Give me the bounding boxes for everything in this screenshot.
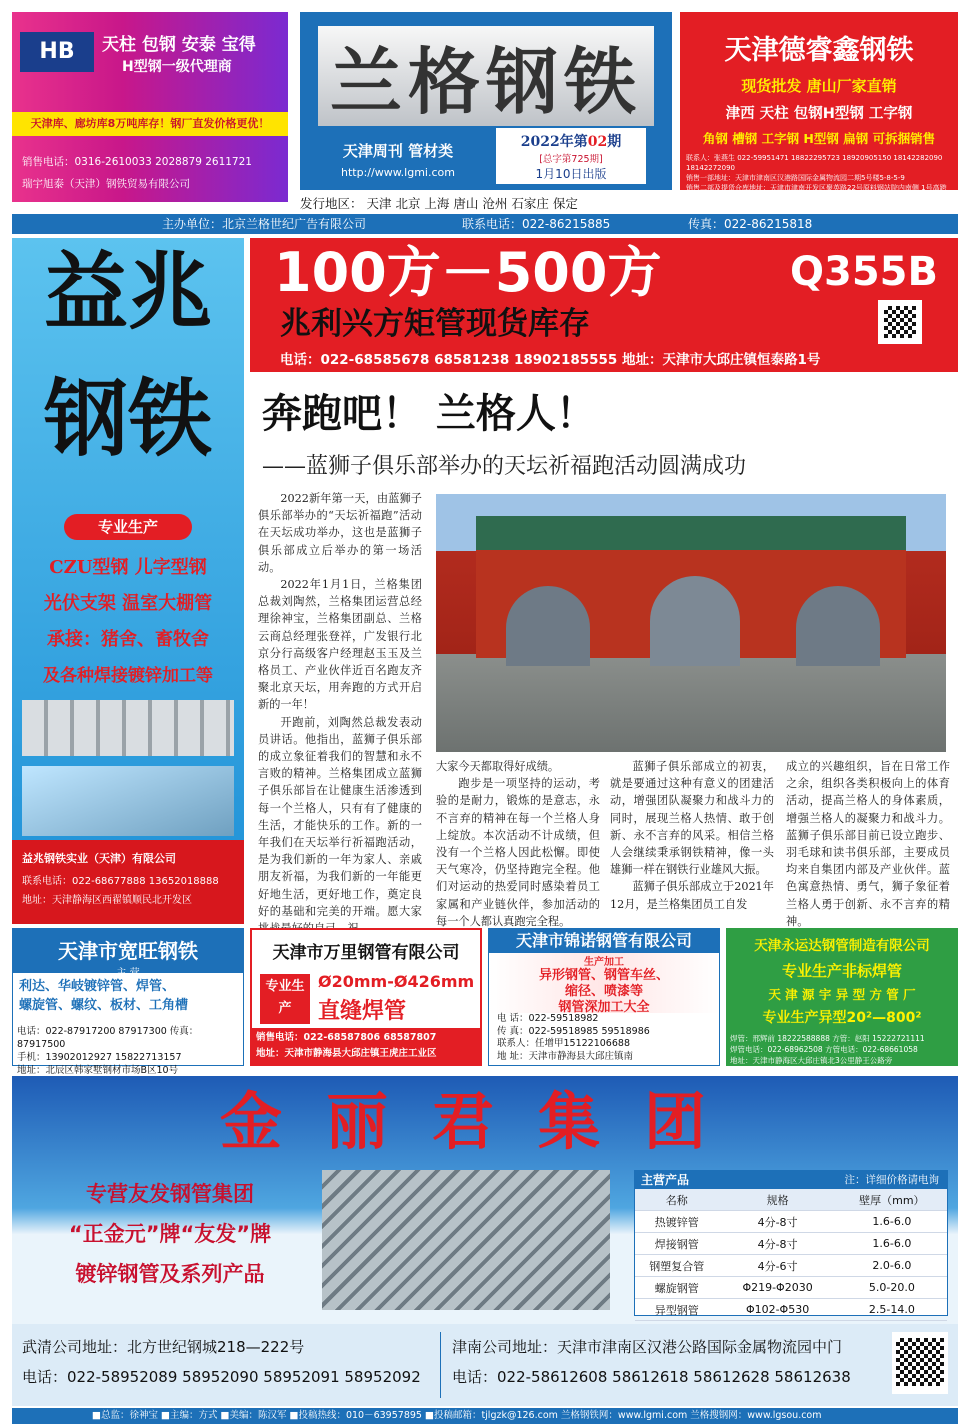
th-spec: 规格 [718, 1189, 836, 1211]
yizhao-addr: 地址：天津静海区西翟镇顺民北开发区 [22, 895, 192, 906]
jlj-addresses [12, 1324, 958, 1406]
yyd-name: 天津永运达钢管制造有限公司 [754, 938, 930, 954]
masthead-sub: 天津周刊 管材类 [342, 142, 454, 160]
col2-p1: 大家今天都取得好成绩。 [436, 760, 560, 773]
steel-pipes-photo [322, 1170, 610, 1310]
ruiyu-company: 瑞宇旭泰（天津）钢铁贸易有限公司 [22, 178, 190, 190]
col1-p3: 开跑前，刘陶然总裁发表动员讲话。他指出，蓝狮子俱乐部的成立象征着我们的智慧和永不言败的精神。兰格集团成立蓝狮子俱乐部旨在让健康生活渗透到每一个兰格人，只有有了健康的生活，才能快乐的工作。新的一年我们在天坛举行祈福跑活动，是为我们新的一年为家人、亲戚朋友祈福，为我们新的一年能更好地生活，更好地工作，奠定良好的基础和完美的开端。愿大家 [258, 715, 422, 918]
zhaolixing-contact: 电话：022-68585678 68581238 18902185555 地址：天津市大邱庄镇恒泰路1号 [280, 352, 821, 368]
masthead [300, 12, 672, 190]
cell: 4分-8寸 [718, 1233, 836, 1255]
ruiyu-notice: 天津库、廊坊库8万吨库存！钢厂直发价格更优！ [12, 112, 288, 136]
col1-p1: 2022新年第一天，由蓝狮子俱乐部举办的“天坛祈福跑”活动在天坛成功举办，这也是蓝狮子俱乐部成立后举办的第一场活动。 [258, 492, 422, 574]
jn-l1: 异形钢管、钢管车丝、 [538, 968, 669, 983]
article-subtitle: ——蓝狮子俱乐部举办的天坛祈福跑活动圆满成功 [262, 454, 747, 479]
jlj-l3: 镀锌钢管及系列产品 [75, 1262, 265, 1286]
zhaolixing-size: 100方－500方 [274, 241, 662, 304]
table-row [635, 1255, 947, 1277]
wl-product: 直缝焊管 [318, 999, 407, 1024]
yizhao-line1: CZU型钢 儿字型钢 [49, 557, 207, 578]
jlj-qr-code-icon [892, 1332, 948, 1394]
wl-badge: 专业生产 [260, 974, 310, 1024]
ad-jinnuo [488, 928, 720, 1066]
ruiyu-phone: 销售电话：0316-2610033 2028879 2611721 [22, 156, 252, 168]
article-col4 [786, 758, 950, 928]
kw-line1: 利达、华岐镀锌管、焊管、 [19, 979, 176, 994]
issue-prefix: 2022年第 [520, 134, 588, 150]
issue-suffix: 期 [607, 134, 622, 150]
masthead-url: http://www.lgmi.com [341, 166, 455, 179]
article-col2 [436, 758, 600, 928]
jlj-jn-tel: 电话：022-58612608 58612618 58612628 58612638 [452, 1368, 851, 1386]
derui-addr2: 销售二部及提货仓库地址：天津市津南开发区聚英路22号原料钢站院内南侧 1号高跨大棚室内库 [686, 184, 947, 202]
ad-wanli [250, 928, 482, 1066]
jn-tel: 电 话：022-59518982 [497, 1013, 599, 1024]
yyd-l2: 天 津 源 宇 异 型 方 管 厂 [768, 987, 916, 1002]
article-title: 奔跑吧！ 兰格人！ [262, 390, 596, 437]
jlj-jn-addr: 津南公司地址：天津市津南区汉港公路国际金属物流园中门 [452, 1338, 843, 1356]
kw-addr: 地址：北辰区韩家墅钢材市场B区10号 [17, 1065, 179, 1076]
yizhao-products [12, 550, 244, 694]
jlj-name: 金丽君集团 [219, 1085, 750, 1158]
jlj-product-table [634, 1170, 948, 1316]
jn-name: 天津市锦诺钢管有限公司 [489, 929, 719, 953]
issue-number: 02 [587, 134, 608, 150]
jlj-wq-addr: 武清公司地址：北方世纪钢城218—222号 [22, 1338, 305, 1356]
jlj-wq-tel: 电话：022-58952089 58952090 58952091 58952092 [22, 1368, 421, 1386]
issue-date: 1月10日出版 [535, 167, 607, 181]
th-thick: 壁厚（mm） [837, 1189, 947, 1211]
product-table [635, 1189, 947, 1343]
col3-p2: 蓝狮子俱乐部成立于2021年12月，是兰格集团员工自发 [610, 880, 774, 911]
gate-arch-left [506, 586, 590, 666]
qr-code-icon [878, 300, 922, 344]
col4-p1: 成立的兴趣组织，旨在日常工作之余，组织各类积极向上的体育活动，提高兰格人的身体素质，增强兰格人的凝聚力和战斗力。蓝狮子俱乐部目前已设立跑步、羽毛球和读书俱乐部，主要成员均来自集团内部及产业伙伴。蓝色寓意热情、勇气，狮子象征着兰格人勇于创新、永不言弃的精神。 [786, 760, 950, 928]
kw-mobile: 手机：13902012927 15822713157 [17, 1052, 182, 1063]
ad-yongyunda [726, 928, 958, 1066]
yizhao-name1: 益兆 [43, 243, 212, 341]
profile-steel-photo [22, 700, 234, 756]
cell: 1.6-6.0 [837, 1211, 947, 1233]
derui-line2: 津西 天柱 包钢H型钢 工字钢 [725, 106, 913, 122]
yyd-tel2: 焊管电话：022-68962508 方管电话：022-68661058 [730, 1045, 918, 1054]
article-col3 [610, 758, 774, 924]
host-tel: 联系电话：022-86215885 [462, 217, 611, 231]
cell: Φ102-Φ530 [718, 1299, 836, 1321]
gate-arch-right [796, 586, 880, 666]
cell: 1.6-6.0 [837, 1233, 947, 1255]
derui-contact: 联系人：张燕生 022-59951471 18822295723 18920905150 18142282090 18142272090 [686, 154, 943, 172]
yyd-addr: 地址：天津市静海区大邱庄镇北3公里静王公路旁 [730, 1056, 893, 1065]
col1-p2: 2022年1月1日，兰格集团总裁刘陶然，兰格集团运营总经理徐神宝，兰格集团副总、兰格云商总经理张登祥，广发银行北京分行高级客户经理赵玉玉及兰格员工、产业伙伴近百名跑友齐聚北京天坛，用奔跑的方式开启新的一年！ [258, 578, 422, 712]
cell: 4分-6寸 [718, 1255, 836, 1277]
cell: 螺旋钢管 [635, 1277, 718, 1299]
table-row [635, 1211, 947, 1233]
th-name: 名称 [635, 1189, 718, 1211]
footer-bar: ■总监：徐神宝 ■主编：方式 ■美编：陈汉军 ■投稿热线：010－63957895 ■投稿邮箱：tjlgzk@126.com 兰格钢铁网：www.lgmi.com 兰格搜钢网：www.lgsou.com [12, 1408, 958, 1424]
kw-tel: 电话：022-87917200 87917300 传真：87917500 [17, 1026, 199, 1050]
yizhao-line4: 及各种焊接镀锌加工等 [43, 666, 213, 686]
derui-line3: 角钢 槽钢 工字钢 H型钢 扁钢 可拆捆销售 [702, 131, 936, 146]
ad-zhaolixing [250, 238, 958, 372]
jlj-l1: 专营友发钢管集团 [86, 1182, 254, 1206]
ruiyu-tagline: H型钢一级代理商 [122, 59, 232, 75]
derui-line1: 现货批发 唐山厂家直销 [741, 77, 897, 95]
wl-addr: 地址：天津市静海县大邱庄镇王虎庄工业区 [256, 1048, 437, 1059]
cell: 2.0-6.0 [837, 1255, 947, 1277]
derui-name: 天津德睿鑫钢铁 [724, 35, 914, 66]
yizhao-line2: 光伏支架 温室大棚管 [43, 593, 213, 614]
issue-box [496, 128, 646, 184]
yizhao-phone: 联系电话：022-68677888 13652018888 [22, 876, 219, 887]
ad-kuanwang [12, 928, 244, 1076]
kw-name: 天津市宽旺钢铁 [58, 939, 198, 963]
distribution-areas: 发行地区： 天津 北京 上海 唐山 沧州 石家庄 保定 [300, 196, 578, 211]
derui-addr1: 销售一部地址：天津市津南区汉港路国际金属物流园二期5号楼5-8-5-9 [686, 174, 905, 182]
jlj-table-title: 主营产品 [641, 1173, 690, 1187]
temple-roof [476, 516, 906, 550]
yyd-tel1: 焊管：邢辉前 18222588888 方管：赵阳 15222721111 [730, 1034, 925, 1043]
host-bar [12, 214, 958, 234]
yizhao-company: 益兆钢铁实业（天津）有限公司 [22, 852, 176, 865]
jn-l2: 缩径、喷漆等 [564, 984, 643, 999]
yizhao-line3: 承接：猪舍、畜牧舍 [47, 629, 209, 650]
jlj-l2: “正金元”牌“友发”牌 [68, 1222, 272, 1246]
cell: 2.5-14.0 [837, 1299, 947, 1321]
issue-total: [总字第725期] [539, 154, 603, 165]
masthead-logo: 兰格钢铁 [318, 26, 654, 126]
greenhouse-photo [22, 766, 234, 836]
jn-addr: 地 址：天津市静海县大邱庄镇南 [497, 1050, 634, 1062]
cell: 5.0-20.0 [837, 1277, 947, 1299]
ad-ruiyu-steel [12, 12, 288, 202]
yyd-l3: 专业生产异型20²—800² [762, 1010, 922, 1026]
jn-person: 联系人：任增甲15122106688 [497, 1038, 630, 1049]
host-unit: 主办单位：北京兰格世纪广告有限公司 [162, 217, 367, 231]
ruiyu-brands: 天柱 包钢 安泰 宝得 [102, 35, 256, 55]
article-col1 [258, 490, 422, 926]
col3-p1: 蓝狮子俱乐部成立的初衷，就是要通过这种有意义的团建活动，增强团队凝聚力和战斗力的同时，展现兰格人热情、敢于创新、永不言弃的风采。相信兰格人会继续秉承钢铁精神，像一头雄狮一样在钢铁行业雄风大振。 [610, 760, 774, 877]
cell: Φ219-Φ2030 [718, 1277, 836, 1299]
ruiyu-logo: HB [20, 32, 94, 72]
wl-name: 天津市万里钢管有限公司 [272, 943, 460, 963]
jn-l3: 钢管深加工大全 [558, 1000, 650, 1015]
wl-tel: 销售电话：022-68587806 68587807 [256, 1032, 437, 1043]
col2-p2: 跑步是一项坚持的运动，考验的是耐力，锻炼的是意志，永不言弃的精神在每一个兰格人身上绽放。本次活动不计成绩，但没有一个兰格人因此松懈。即使天气寒冷，仍坚持跑完全程。他们对运动的热爱同时感染着员工家属和产业链伙伴，参加活动的每一个人都认真跑完全程。 [436, 777, 600, 928]
yizhao-contact [12, 840, 244, 924]
jn-l0: 生产加工 [584, 957, 624, 968]
cell: 热镀锌管 [635, 1211, 718, 1233]
table-row [635, 1233, 947, 1255]
cell: 钢塑复合管 [635, 1255, 718, 1277]
ad-jinlijun [12, 1076, 958, 1406]
kw-line2: 螺旋管、螺纹、板材、工角槽 [19, 998, 189, 1013]
table-row [635, 1299, 947, 1321]
gate-arch-center [650, 576, 740, 666]
zhaolixing-grade: Q355B [790, 249, 938, 295]
host-fax: 传真：022-86215818 [688, 217, 813, 231]
zhaolixing-sub: 兆利兴方矩管现货库存 [280, 306, 590, 342]
wl-spec: Ø20mm-Ø426mm [318, 972, 475, 991]
ad-derui-steel [680, 12, 958, 202]
cell: 4分-8寸 [718, 1211, 836, 1233]
yyd-l1: 专业生产非标焊管 [781, 962, 902, 980]
article-photo-temple-run [436, 494, 946, 752]
yizhao-badge: 专业生产 [64, 514, 192, 540]
cell: 焊接钢管 [635, 1233, 718, 1255]
table-row [635, 1277, 947, 1299]
yizhao-name2: 钢铁 [43, 370, 212, 468]
ad-yizhao-steel [12, 238, 244, 924]
jlj-table-note: 注：详细价格请电询 [844, 1174, 939, 1186]
cell: 异型钢管 [635, 1299, 718, 1321]
jn-fax: 传 真：022-59518985 59518986 [497, 1025, 650, 1037]
